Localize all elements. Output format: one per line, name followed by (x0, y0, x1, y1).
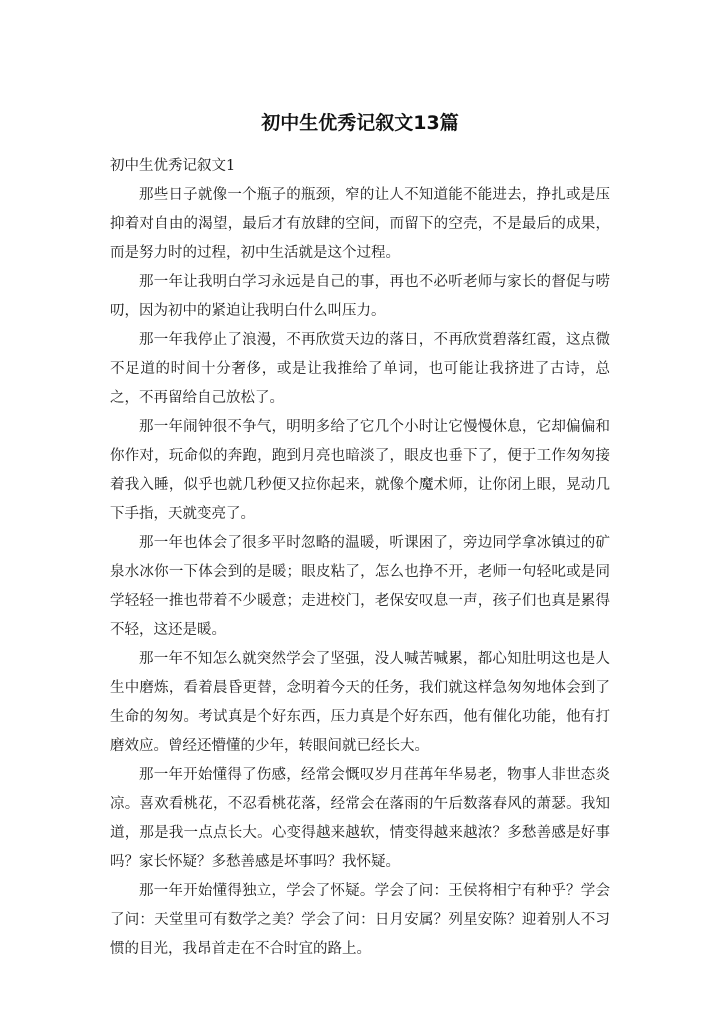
paragraph: 那一年也体会了很多平时忽略的温暖，听课困了，旁边同学拿冰镇过的矿泉水冰你一下体会到的是暖；眼皮粘了，怎么也挣不开，老师一句轻叱或是同学轻轻一推也带着不少暖意；走进校门，老保安叹息一声，孩子们也真是累得不轻，这还是暖。 (110, 535, 610, 638)
paragraph: 那些日子就像一个瓶子的瓶颈，窄的让人不知道能不能进去，挣扎或是压抑着对自由的渴望，最后才有放肆的空间，而留下的空壳，不是最后的成果，而是努力时的过程，初中生活就是这个过程。 (110, 187, 610, 261)
paragraph: 那一年开始懂得了伤感，经常会慨叹岁月荏苒年华易老，物事人非世态炎凉。喜欢看桃花，不忍看桃花落，经常会在落雨的午后数落春风的萧瑟。我知道，那是我一点点长大。心变得越来越软，情变得越来越浓？多愁善感是好事吗？家长怀疑？多愁善感是坏事吗？我怀疑。 (110, 767, 610, 870)
document-title: 初中生优秀记叙文13篇 (261, 112, 459, 134)
paragraph: 那一年开始懂得独立，学会了怀疑。学会了问：王侯将相宁有种乎？学会了问：天堂里可有数学之美？学会了问：日月安属？列星安陈？迎着别人不习惯的目光，我昂首走在不合时宜的路上。 (110, 883, 610, 957)
paragraph: 那一年让我明白学习永远是自己的事，再也不必听老师与家长的督促与唠叨，因为初中的紧迫让我明白什么叫压力。 (110, 274, 610, 319)
paragraph: 那一年不知怎么就突然学会了坚强，没人喊苦喊累，都心知肚明这也是人生中磨炼，看着晨昏更替，念明着今天的任务，我们就这样急匆匆地体会到了生命的匆匆。考试真是个好东西，压力真是个好东西，他有催化功能，他有打磨效应。曾经还懵懂的少年，转眼间就已经长大。 (110, 651, 610, 754)
document-page (110, 108, 610, 964)
paragraph: 那一年我停止了浪漫，不再欣赏天边的落日，不再欣赏碧落红霞，这点微不足道的时间十分奢侈，或是让我推给了单词，也可能让我挤进了古诗，总之，不再留给自己放松了。 (110, 332, 610, 406)
paragraph: 那一年闹钟很不争气，明明多给了它几个小时让它慢慢休息，它却偏偏和你作对，玩命似的奔跑，跑到月亮也暗淡了，眼皮也垂下了，便于工作匆匆接着我入睡，似乎也就几秒便又拉你起来，就像个魔术师，让你闭上眼，晃动几下手指，天就变亮了。 (110, 419, 610, 522)
essay-heading: 初中生优秀记叙文1 (110, 158, 236, 174)
